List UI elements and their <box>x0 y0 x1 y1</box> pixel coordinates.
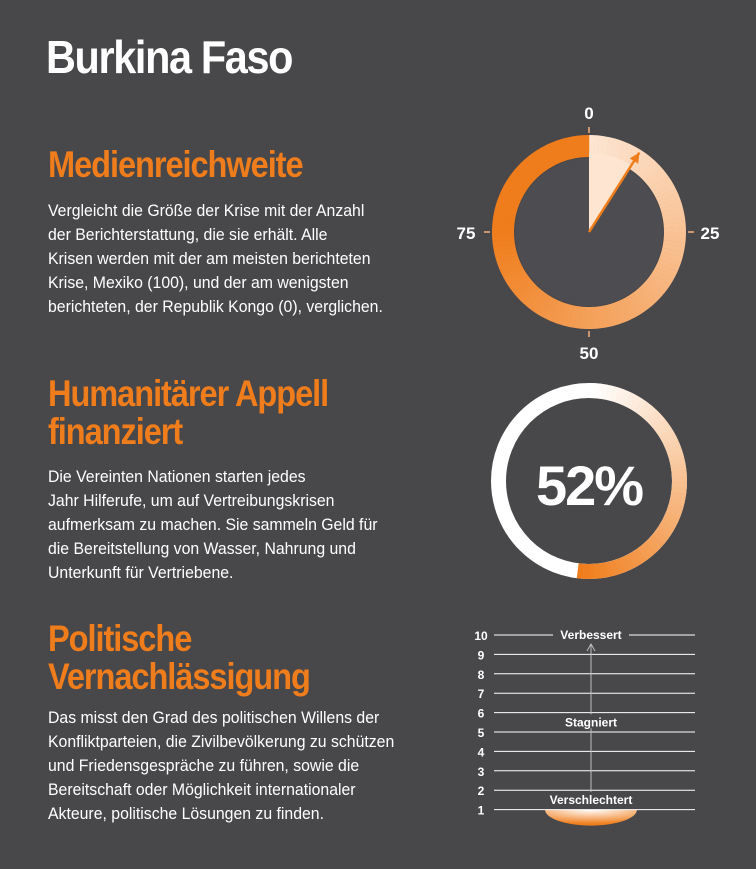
scale-annotation-top: Verbessert <box>560 628 622 642</box>
politics-text-line: Akteure, politische Lösungen zu finden. <box>48 804 324 823</box>
gauge-tick-label: 0 <box>584 104 594 123</box>
gauge-tick-label: 75 <box>456 224 476 243</box>
scale-value-indicator <box>545 810 637 826</box>
appeal-text-line: Jahr Hilferufe, um auf Vertreibungskrisen <box>48 491 335 510</box>
scale-tick-label: 10 <box>474 629 488 643</box>
politics-text-line: Bereitschaft oder Möglichkeit internationaler <box>48 780 356 799</box>
appeal-text-line: die Bereitstellung von Wasser, Nahrung und <box>48 539 356 558</box>
appeal-text-line: aufmerksam zu machen. Sie sammeln Geld für <box>48 515 378 534</box>
scale-tick-label: 3 <box>477 764 485 779</box>
politics-text-line: und Friedensgespräche zu führen, sowie die <box>48 756 360 775</box>
scale-tick-label: 4 <box>477 745 485 760</box>
appeal-text-line: Die Vereinten Nationen starten jedes <box>48 467 306 486</box>
politics-title-line: Politische <box>48 618 192 659</box>
scale-tick-label: 7 <box>477 687 485 702</box>
scale-annotation-middle: Stagniert <box>564 715 618 730</box>
scale-tick-label: 6 <box>477 706 485 721</box>
media-text-line: der Berichterstattung, die sie erhält. Alle <box>48 225 328 244</box>
scale-tick-label: 8 <box>477 667 485 682</box>
appeal-text-line: Unterkunft für Vertriebene. <box>48 563 234 582</box>
media-text-line: berichteten, der Republik Kongo (0), verglichen. <box>48 297 383 316</box>
gauge-tick-label: 50 <box>579 344 599 363</box>
appeal-title-line: Humanitärer Appell <box>48 373 329 414</box>
scale-tick-label: 5 <box>477 726 485 740</box>
media-reach-title: Medienreichweite <box>48 144 303 185</box>
page-title: Burkina Faso <box>46 31 293 83</box>
scale-annotation-bottom: Verschlechtert <box>549 792 633 807</box>
appeal-title-line: finanziert <box>48 411 183 452</box>
media-text-line: Vergleicht die Größe der Krise mit der Anzahl <box>48 201 365 220</box>
gauge-tick-label: 25 <box>700 224 720 243</box>
appeal-percent-label: 52% <box>535 454 643 517</box>
scale-tick-label: 2 <box>477 784 485 799</box>
politics-text-line: Das misst den Grad des politischen Willens der <box>48 708 380 727</box>
media-text-line: Krise, Mexiko (100), und der am wenigsten <box>48 273 349 292</box>
politics-title-line: Vernachlässigung <box>48 656 310 697</box>
scale-tick-label: 1 <box>477 803 485 818</box>
media-text-line: Krisen werden mit der am meisten berichteten <box>48 249 371 268</box>
politics-text-line: Konfliktparteien, die Zivilbevölkerung zu schützen <box>48 732 395 751</box>
scale-tick-label: 9 <box>477 648 485 663</box>
